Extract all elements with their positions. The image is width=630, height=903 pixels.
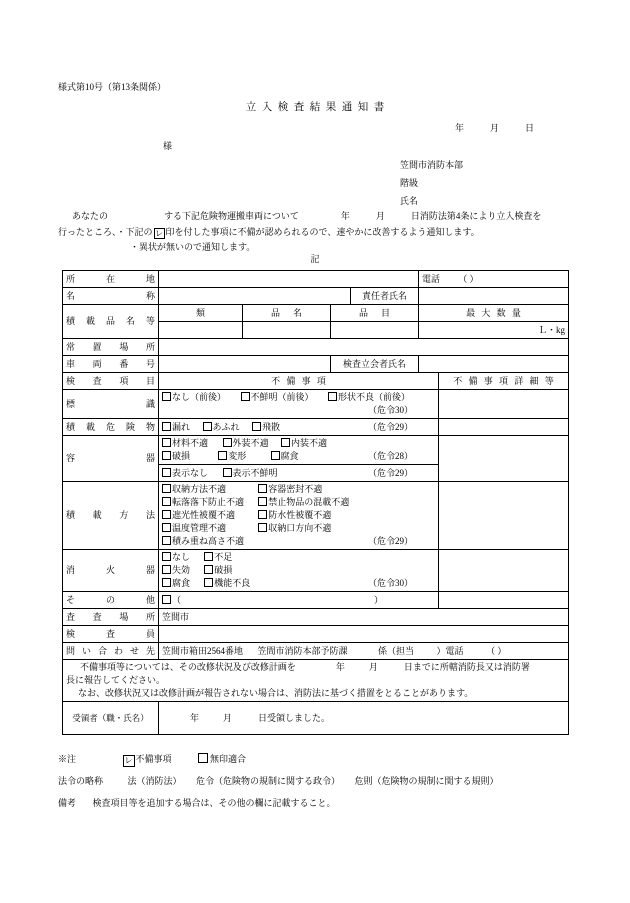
checkbox-option[interactable]: [162, 577, 202, 590]
option-line: [162, 450, 435, 463]
ki-marker: 記: [310, 254, 320, 264]
issue-date-line: [455, 121, 534, 134]
option-line: [162, 564, 435, 577]
notice-line-2: 長に報告してください。: [66, 675, 166, 685]
option-label: 外装不適: [232, 438, 269, 448]
hazardous-cargo-details[interactable]: [439, 419, 569, 436]
note-label: ※注: [58, 754, 77, 764]
location-label: 所 在 地: [63, 271, 159, 288]
checkbox-icon[interactable]: [162, 468, 171, 477]
abbrev-order: 危令（危険物の規制に関する政令）: [196, 776, 341, 786]
body-line2-b: 印を付した事項に不備が認められるので、速やかに改善するよう通知します。: [165, 226, 480, 237]
notice-line1-a: 不備事項等については、その改修状況及び改修計画を: [80, 662, 296, 672]
receipt-month: 月: [223, 712, 233, 723]
option-label: 収納方法不適: [172, 484, 227, 494]
option-label: 変形: [228, 451, 247, 461]
cargo-header-product: 品 名: [243, 305, 331, 322]
footer-remarks-line: [58, 792, 598, 814]
cargo-value-item[interactable]: [331, 322, 419, 339]
form-number: 様式第10号（第13条関係）: [58, 82, 167, 92]
option-label: 収納口方向不適: [268, 523, 332, 533]
checkbox-icon[interactable]: [162, 595, 171, 604]
checkbox-icon[interactable]: [328, 392, 337, 401]
checkbox-icon[interactable]: [162, 497, 171, 506]
option-label: 温度管理不適: [172, 523, 227, 533]
checkbox-option[interactable]: [258, 509, 331, 522]
other-close-paren: ）: [373, 594, 383, 605]
body-line1-a: あなたの: [72, 211, 109, 221]
receipt-text: 日受領しました。: [258, 712, 331, 723]
table-row-container: [63, 436, 569, 465]
option-label: 容器密封不適: [268, 484, 323, 494]
checkbox-icon[interactable]: [162, 523, 171, 532]
option-line: [162, 535, 435, 548]
checkbox-option[interactable]: [162, 496, 256, 509]
option-label: あふれ: [212, 421, 240, 432]
table-row-fire-extinguisher: [63, 550, 569, 592]
option-line: [162, 467, 435, 480]
body-line-1: [58, 209, 578, 225]
legal-reference: （危令29）: [367, 467, 413, 478]
fire-extinguisher-label: 消 火 器: [63, 550, 159, 592]
checkbox-icon[interactable]: [281, 438, 290, 447]
footer-notes: [58, 748, 598, 814]
issue-date-month: 月: [490, 123, 500, 133]
checkbox-icon[interactable]: [162, 565, 171, 574]
other-details[interactable]: [439, 592, 569, 609]
location-phone: [419, 271, 569, 288]
option-label: 失効: [172, 565, 191, 575]
checkbox-icon[interactable]: [162, 451, 171, 460]
cargo-header-item: 品 目: [331, 305, 419, 322]
col-header-defects: 不 備 事 項: [159, 373, 439, 390]
checkbox-option[interactable]: [162, 421, 190, 434]
checkbox-option[interactable]: [162, 564, 202, 577]
body-line1-month: 月: [375, 211, 385, 221]
abbrev-rule: 危則（危険物の規制に関する規則）: [354, 776, 499, 786]
legal-reference: （危令30）: [367, 578, 413, 588]
checkbox-option[interactable]: [258, 496, 349, 509]
remarks-label: 備考: [58, 798, 77, 808]
option-label: 腐食: [172, 578, 191, 588]
body-line2-bullet: ・下記の: [116, 226, 153, 237]
checkbox-icon[interactable]: [162, 484, 171, 493]
table-row-location: [63, 271, 569, 288]
footer-abbrev-line: [58, 770, 598, 792]
notification-body: [58, 209, 578, 256]
checkbox-icon[interactable]: [258, 523, 267, 532]
container-label: 容 器: [63, 436, 159, 482]
checkbox-option[interactable]: [204, 577, 250, 590]
checkbox-option[interactable]: [223, 467, 278, 480]
contact-value: [159, 643, 569, 660]
checkbox-icon[interactable]: [162, 510, 171, 519]
issuer-block: [400, 156, 463, 210]
inspection-table: [62, 270, 569, 735]
table-row-hazardous-cargo: [63, 419, 569, 436]
body-line-2: [58, 225, 578, 241]
option-line: [162, 421, 435, 434]
checkbox-icon[interactable]: [162, 578, 171, 587]
witness-label: 検査立会者氏名: [331, 356, 419, 373]
checkbox-icon[interactable]: [204, 578, 213, 587]
table-row-vehicle-number: [63, 356, 569, 373]
checkbox-option[interactable]: [218, 450, 268, 463]
other-label: そ の 他: [63, 592, 159, 609]
option-line: [162, 577, 435, 590]
table-row-contact: [63, 643, 569, 660]
document-title: 立入検査結果通知書: [245, 102, 390, 113]
container-display-options: [159, 465, 439, 482]
option-label: 表示不鮮明: [232, 467, 278, 478]
checkbox-option[interactable]: [162, 437, 208, 450]
table-row-storage-place: [63, 339, 569, 356]
notice-line-1: [66, 661, 565, 674]
checkbox-icon[interactable]: [258, 510, 267, 519]
notice-line1-month: 月: [368, 662, 378, 672]
contact-section-close: ）電話: [436, 645, 464, 656]
sign-details[interactable]: [439, 390, 569, 419]
cargo-unit: Ｌ・kg: [419, 322, 569, 339]
checkbox-option[interactable]: [328, 391, 410, 404]
inspector-label: 検 査 員: [63, 626, 159, 643]
option-label: 機能不良: [214, 578, 251, 588]
checkbox-icon[interactable]: [241, 392, 250, 401]
option-label: 腐食: [280, 451, 299, 461]
option-label: 材料不適: [172, 438, 209, 448]
manager-value[interactable]: [419, 288, 569, 305]
table-row-loading-method: [63, 482, 569, 550]
checkbox-icon[interactable]: [258, 497, 267, 506]
checkbox-icon[interactable]: [271, 451, 280, 460]
option-label: 漏れ: [172, 421, 191, 432]
cargo-value-product[interactable]: [243, 322, 331, 339]
contact-label: 問 い 合 わ せ 先: [63, 643, 159, 660]
legal-reference: （危令29）: [367, 536, 413, 546]
container-details[interactable]: [439, 436, 569, 482]
receipt-label: 受領者（職・氏名）: [63, 702, 159, 735]
table-row-inspect-place: [63, 609, 569, 626]
table-row-name: [63, 288, 569, 305]
abbrev-label: 法令の略称: [58, 776, 104, 786]
checkbox-option[interactable]: [162, 467, 208, 480]
option-label: 形状不良（前後）: [338, 392, 411, 402]
vehicle-number-label: 車 両 番 号: [63, 356, 159, 373]
checkbox-icon[interactable]: [204, 552, 213, 561]
option-line: [162, 522, 435, 535]
checkbox-icon[interactable]: [162, 552, 171, 561]
contact-department: 笠間市消防本部予防課: [257, 645, 348, 656]
hazardous-cargo-options: [159, 419, 439, 436]
receipt-value[interactable]: [159, 702, 569, 735]
remarks-text: 検査項目等を追加する場合は、その他の欄に記載すること。: [92, 798, 336, 808]
location-value[interactable]: [159, 271, 419, 288]
checkbox-option[interactable]: [204, 551, 232, 564]
checkbox-option[interactable]: [223, 437, 269, 450]
footer-note-line: [58, 748, 598, 770]
checkbox-option[interactable]: [162, 522, 256, 535]
cargo-label: 積載品名等: [63, 305, 159, 339]
table-row-column-headers: [63, 373, 569, 390]
note-pass-label: 無印適合: [210, 754, 247, 764]
checkbox-icon[interactable]: [218, 451, 227, 460]
option-label: 破損: [214, 565, 233, 575]
table-row-inspector: [63, 626, 569, 643]
col-header-item: 検 査 項 目: [63, 373, 159, 390]
option-line: [162, 437, 435, 450]
checkbox-icon[interactable]: [258, 484, 267, 493]
other-options: [159, 592, 439, 609]
issue-date-day: 日: [525, 123, 535, 133]
option-label: 破損: [172, 451, 191, 461]
checkbox-option[interactable]: [258, 483, 322, 496]
inspector-value[interactable]: [159, 626, 569, 643]
table-row-sign: [63, 390, 569, 419]
issuer-organization: 笠間市消防本部: [400, 160, 464, 170]
checkbox-option[interactable]: [241, 391, 314, 404]
manager-label: 責任者氏名: [351, 288, 419, 305]
checkbox-icon[interactable]: [162, 422, 171, 431]
table-row-receipt: [63, 702, 569, 735]
checkbox-option[interactable]: [162, 551, 202, 564]
check-mark-icon: レ: [155, 228, 164, 238]
option-label: 表示なし: [172, 467, 209, 478]
checkbox-icon[interactable]: [252, 422, 261, 431]
sign-defect-options: [159, 390, 439, 419]
option-label: 転落落下防止不適: [172, 497, 245, 507]
col-header-details: 不 備 事 項 詳 細 等: [439, 373, 569, 390]
option-line: [162, 594, 435, 607]
checkbox-option[interactable]: [204, 564, 232, 577]
checkbox-option[interactable]: [258, 522, 331, 535]
storage-place-value[interactable]: [159, 339, 569, 356]
option-label: 不足: [214, 552, 233, 562]
body-line1-b: する下記危険物運搬車両について: [164, 211, 299, 221]
contact-section: 係（担当: [378, 645, 415, 656]
legal-reference: （危令29）: [367, 421, 413, 432]
receipt-year: 年: [190, 712, 200, 723]
abbrev-law: 法（消防法）: [127, 776, 182, 786]
legal-reference: （危令28）: [367, 451, 413, 461]
checkbox-option[interactable]: [271, 450, 299, 463]
body-line1-year: 年: [340, 211, 350, 221]
witness-value[interactable]: [419, 356, 569, 373]
inspect-place-value[interactable]: 笠間市: [159, 609, 569, 626]
loading-method-options: [159, 482, 439, 550]
body-line-3: ・異状が無いので通知します。: [130, 242, 256, 252]
fire-extinguisher-options: [159, 550, 439, 592]
table-row-other: [63, 592, 569, 609]
checkbox-option[interactable]: [162, 483, 256, 496]
hazardous-cargo-label: 積 載 危 険 物: [63, 419, 159, 436]
storage-place-label: 常 置 場 所: [63, 339, 159, 356]
checked-box-icon: レ: [124, 756, 133, 765]
name-value[interactable]: [159, 288, 351, 305]
other-open-paren: （: [172, 594, 182, 605]
loading-method-label: 積 載 方 法: [63, 482, 159, 550]
option-line: [162, 509, 435, 522]
table-row-cargo-headers: [63, 305, 569, 322]
sign-label: 標 識: [63, 390, 159, 419]
checkbox-option[interactable]: [162, 450, 216, 463]
phone-label: 電話: [422, 273, 441, 284]
addressee-suffix: 様: [163, 141, 173, 151]
option-label: 不鮮明（前後）: [250, 392, 314, 402]
notice-line1-b: 日までに所轄消防長又は消防署: [403, 662, 530, 672]
name-label: 名 称: [63, 288, 159, 305]
option-label: 内装不適: [291, 438, 328, 448]
body-line1-c: 日消防法第4条により立入検査を: [410, 211, 542, 221]
cargo-header-class: 類: [159, 305, 243, 322]
option-label: 遮光性被覆不適: [172, 510, 236, 520]
inspect-place-label: 査 査 場 所: [63, 609, 159, 626]
option-label: 飛散: [262, 421, 281, 432]
checkbox-option[interactable]: [162, 535, 244, 548]
notice-text: [63, 660, 569, 702]
container-options: [159, 436, 439, 465]
issuer-name-label: 氏名: [400, 196, 419, 206]
checkbox-option[interactable]: [203, 421, 240, 434]
checkbox-icon[interactable]: [204, 565, 213, 574]
legal-reference: （危令30）: [367, 405, 413, 415]
cargo-value-class[interactable]: [159, 322, 243, 339]
checkbox-option[interactable]: [162, 509, 256, 522]
checkbox-option[interactable]: [281, 437, 327, 450]
issuer-rank-label: 階級: [400, 178, 419, 188]
option-label: なし（前後）: [172, 392, 227, 402]
note-defect-label: 不備事項: [135, 754, 172, 764]
checkbox-icon: [198, 753, 208, 763]
fire-extinguisher-details[interactable]: [439, 550, 569, 592]
option-label: 防水性被覆不適: [268, 510, 332, 520]
notice-line1-year: 年: [335, 662, 345, 672]
checkbox-icon[interactable]: [162, 536, 171, 545]
phone-value[interactable]: （ ）: [458, 273, 479, 284]
checkbox-icon[interactable]: [162, 392, 171, 401]
checkbox-option[interactable]: [252, 421, 280, 434]
option-label: 積み重ね高さ不適: [172, 536, 245, 546]
option-line: [162, 391, 435, 404]
option-line: [162, 551, 435, 564]
option-label: 禁止物品の混載不適: [268, 497, 350, 507]
cargo-header-max: 最 大 数 量: [419, 305, 569, 322]
issue-date-year: 年: [455, 123, 465, 133]
contact-address: 笠間市箱田2564番地: [162, 645, 244, 656]
option-line: [162, 483, 435, 496]
contact-phone[interactable]: （ ）: [486, 645, 507, 656]
option-label: なし: [172, 552, 191, 562]
option-line: [162, 496, 435, 509]
checkbox-option[interactable]: [162, 391, 226, 404]
checkbox-icon[interactable]: [162, 438, 171, 447]
table-row-notice: [63, 660, 569, 702]
body-line2-a: 行ったところ、: [58, 226, 117, 237]
vehicle-number-value[interactable]: [159, 356, 331, 373]
loading-method-details[interactable]: [439, 482, 569, 550]
notice-line-3: なお、改修状況又は改修計画が報告されない場合は、消防法に基づく措置をとることがあります。: [78, 688, 474, 698]
checkbox-icon[interactable]: [223, 438, 232, 447]
checkbox-icon[interactable]: [223, 468, 232, 477]
checkbox-icon[interactable]: [203, 422, 212, 431]
